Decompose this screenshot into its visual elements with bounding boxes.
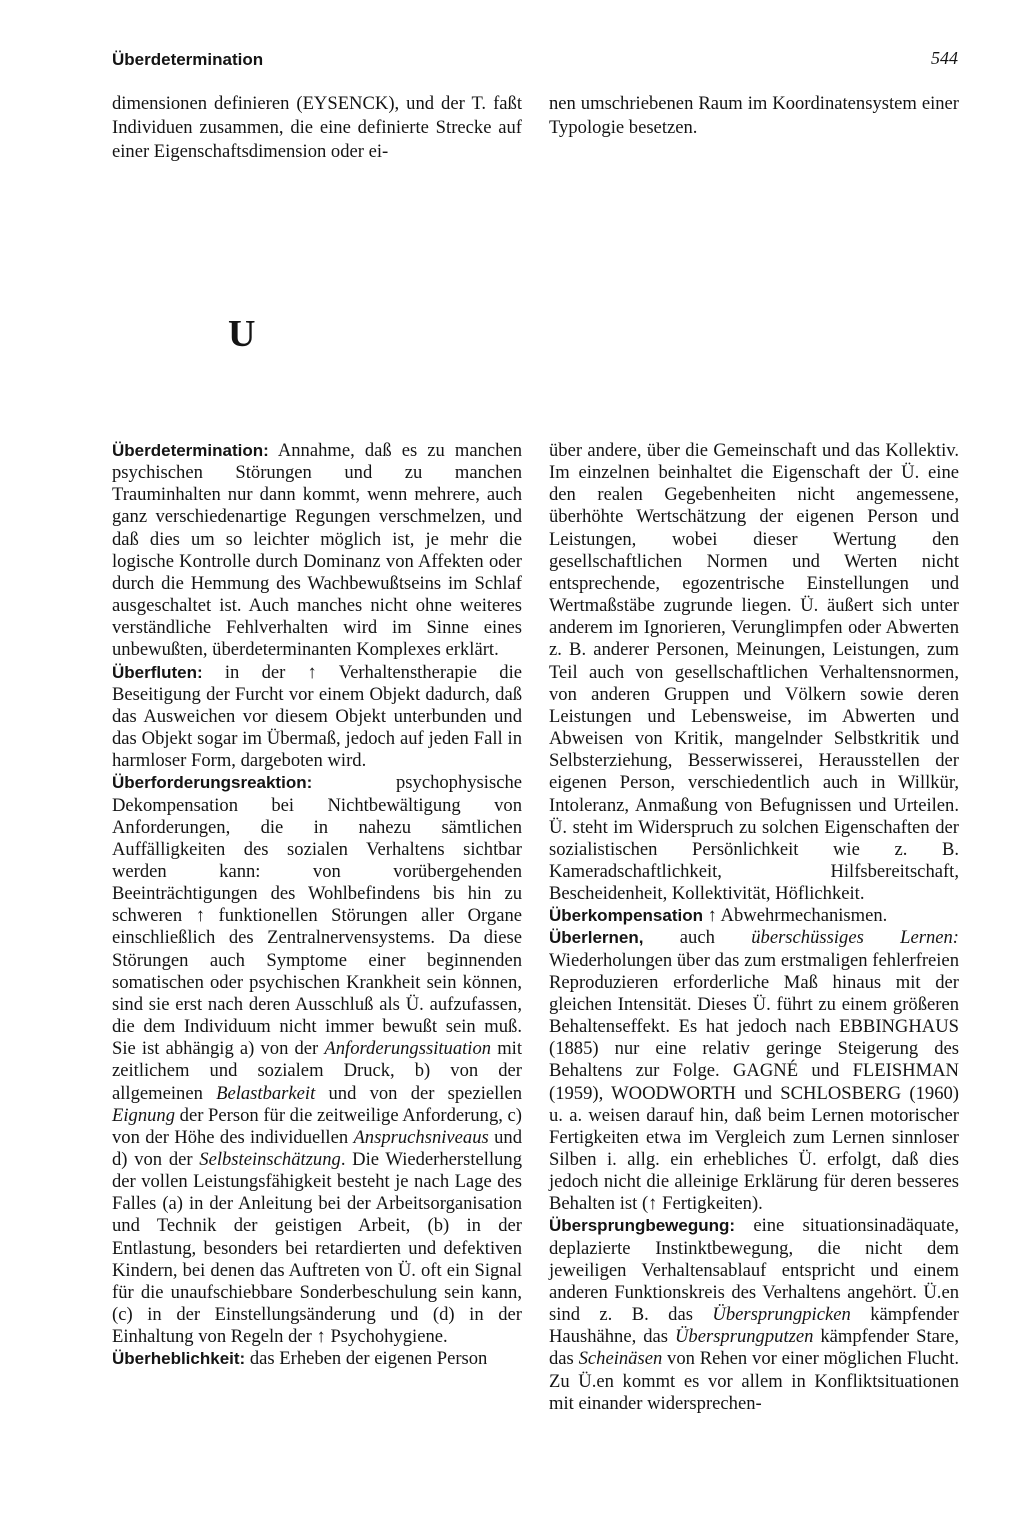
entry-term: Überheblichkeit: [112, 1349, 246, 1369]
entry-text: auch [643, 927, 752, 949]
emphasis: Scheinäsen [578, 1348, 663, 1370]
section-letter: U [228, 313, 256, 355]
entry-text: Abwehrmechanismen. [716, 905, 888, 927]
entry-ueberheblichkeit [112, 1348, 522, 1370]
entry-text: und von der speziellen [315, 1082, 522, 1104]
top-right-column: nen umschriebenen Raum im Koordinatensystem einer Typologie besetzen. [549, 93, 959, 138]
emphasis: Übersprungputzen [674, 1326, 814, 1348]
page-number: 544 [931, 48, 958, 68]
entry-text: kämpfender Haushähne, das [549, 1304, 960, 1348]
emphasis: Selbsteinschätzung [199, 1149, 341, 1170]
cross-reference-arrow-icon: ↑ [648, 1193, 658, 1215]
entry-text: über andere, über die Gemeinschaft und das Kollektiv. Im einzelnen beinhaltet die Eigenschaft der Ü. eine den realen Gegebenheiten nicht angemessene, überhöhte Wertschätzung der eigenen Person und Leistungen, wobei dieser Wertung den gesellschaftlichen Normen und Werten nicht entsprechende, egozentrische Einstellungen und Wertmaßstäbe zugrunde liegen. Ü. äußert sich unter anderem im Ignorieren, Verunglimpfen oder Abwerten z. B. anderer Personen, Meinungen, Leistungen, zum Teil auch von gesellschaftlichen Verhaltensnormen, von anderen Gruppen und Völkern sowie deren Leistungen und Lebensweise, im Abwerten und Abweisen von Kritik, mangelnder Selbstkritik und Selbsterziehung, Besserwisserei, Herausstellen der eigenen Person, verschiedentlich auch in Willkür, Intoleranz, Anmaßung von Befugnissen und Urteilen. Ü. steht im Widerspruch zu solchen Eigenschaften der sozialistischen Persönlichkeit wie z. B. Kameradschaftlichkeit, Hilfsbereitschaft, Bescheidenheit, Kollektivität, Höflichkeit. [549, 440, 959, 905]
emphasis: Übersprungpicken [712, 1304, 851, 1326]
emphasis: überschüssiges Lernen: [751, 927, 959, 949]
entry-uebersprungbewegung [549, 1215, 959, 1414]
entry-text: . Die Wiederherstellung der vollen Leistungsfähigkeit besteht je nach Lage des Falles (a) in der Anleitung bei der Arbeitsorganisation und Technik der geistigen Arbeit, (b) in der Entlastung, besonders bei retardierten und defektiven Kindern, bei denen das Auftreten von Ü. oft ein Signal für die unaufschiebbare Sonderbeschulung sein kann, (c) in der Einstellungsänderung und (d) in der Einhaltung von Regeln der [112, 1149, 522, 1348]
emphasis: Anspruchsniveaus [353, 1126, 489, 1148]
entry-term: Überforderungsreaktion: [112, 773, 313, 793]
entry-term: Überlernen, [549, 928, 644, 948]
cross-reference-arrow-icon: ↑ [316, 1326, 326, 1348]
entry-text: psychophysische Dekompensation bei Nichtbewältigung von Anforderungen, die in nahezu sämtlichen Auffälligkeiten des sozialen Verhaltens sichtbar werden kann: von vorübergehenden Beeinträchtigungen des Wohlbefindens bis hin zu schweren [112, 772, 522, 927]
entry-ueberheblichkeit-continued [549, 440, 959, 905]
entry-text: eine situationsinadäquate, deplazierte Instinktbewegung, die nicht dem jeweiligen Verhaltensablauf entspricht und einem anderen Funktionskreis des Verhaltens angehört. Ü.en sind z. B. das [549, 1215, 959, 1326]
emphasis: Belastbarkeit [216, 1082, 316, 1104]
entry-ueberlernen [549, 927, 959, 1215]
top-left-column: dimensionen definieren (EYSENCK), und der T. faßt Individuen zusammen, die eine definierte Strecke auf einer Eigenschaftsdimension oder ei- [112, 93, 522, 162]
entry-term: Überkompensation [549, 906, 703, 926]
cross-reference-arrow-icon: ↑ [307, 661, 317, 683]
entry-text: das Erheben der eigenen Person [245, 1348, 488, 1370]
right-column [549, 440, 959, 1415]
entry-text: Fertigkeiten). [657, 1193, 763, 1215]
entry-text: mit zeitlichem und sozialem Druck, b) von der allgemeinen [112, 1038, 522, 1104]
entry-term: Übersprungbewegung: [549, 1216, 736, 1236]
emphasis: Eignung [112, 1104, 176, 1126]
cross-reference-arrow-icon: ↑ [707, 905, 717, 927]
left-column [112, 440, 522, 1371]
entry-text: kämpfender Stare, das [549, 1326, 959, 1370]
entry-text: funktionellen Störungen aller Organe einschließlich des Zentralnervensystems. Da diese Störungen auch Symptome einer beginnenden somatischen oder psychischen Krankheit sein können, sind sie erst nach deren Ausschluß als Ü. aufzufassen, die dem Individuum nicht immer bewußt sein muß. Sie ist abhängig a) von der [112, 905, 523, 1060]
entry-text: Annahme, daß es zu manchen psychischen Störungen und zu manchen Trauminhalten nur dann kommt, wenn mehrere, auch ganz verschiedenartige Regungen verschmelzen, und daß dies um so leichter möglich ist, je mehr die logische Kontrolle durch Dominanz von Affekten oder durch die Hemmung des Wachbewußtseins im Schlaf ausgeschaltet ist. Auch manches nicht ohne weiteres verständliche Fehlverhalten wird im Sinne eines unbewußten, überdeterminanten Komplexes erklärt. [112, 440, 522, 661]
entry-text: in der [202, 661, 308, 683]
entry-term: Überdetermination: [112, 441, 269, 460]
cross-reference-arrow-icon: ↑ [195, 905, 206, 927]
running-head: Überdetermination [112, 50, 264, 69]
entry-text: und d) von der [112, 1126, 522, 1170]
entry-text: Verhaltenstherapie die Beseitigung der Furcht vor einem Objekt dadurch, daß das Ausweichen vor diesem Objekt unterbunden und das Objekt sogar im Übermaß, jedoch auf jeden Fall in harmloser Form, dargeboten wird. [112, 661, 522, 772]
entry-text: Psychohygiene. [325, 1326, 448, 1348]
entry-term: Überfluten: [112, 662, 203, 682]
entry-ueberdetermination [112, 440, 522, 662]
entry-text: der Person für die zeitweilige Anforderung, c) von der Höhe des individuellen [112, 1104, 522, 1148]
emphasis: Anforderungssituation [324, 1038, 492, 1060]
entry-text: von Rehen vor einer möglichen Flucht. Zu Ü.en kommt es vor allem in Konfliktsituationen mit einander widersprechen- [549, 1348, 960, 1414]
entry-text: Wiederholungen über das zum erstmaligen fehlerfreien Reproduzieren erforderliche Maß hinaus mit der gleichen Intensität. Dieses Ü. führt zu einem größeren Behaltenseffekt. Es hat jedoch nach EBBINGHAUS (1885) nur eine relativ geringe Steigerung des Behaltens zur Folge. GAGNÉ und FLEISHMAN (1959), WOODWORTH und SCHLOSBERG (1960) u. a. weisen darauf hin, daß beim Lernen motorischer Fertigkeiten etwa im Vergleich zum Lernen sinnloser Silben i. allg. ein erhebliches Ü. erfolgt, daß dies jedoch nicht die alleinige Erklärung für deren besseres Behalten ist ( [549, 949, 959, 1215]
entry-ueberfluten [112, 662, 522, 773]
entry-ueberforderungsreaktion [112, 772, 522, 1348]
entry-ueberkompensation [549, 905, 959, 927]
